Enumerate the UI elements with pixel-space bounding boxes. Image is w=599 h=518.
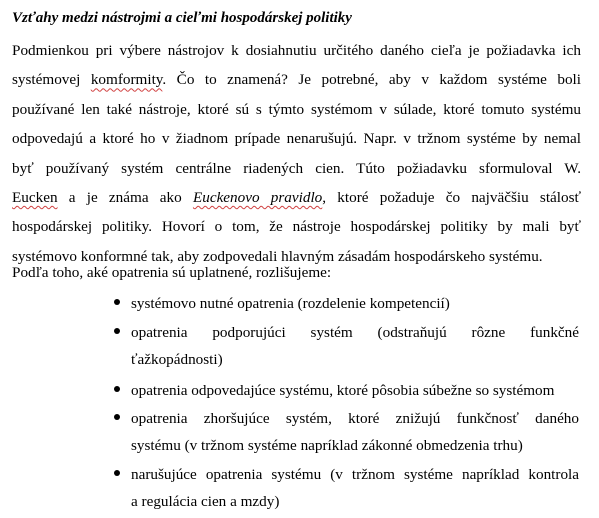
- bullet-icon: [114, 299, 120, 305]
- list-item: [0, 377, 599, 404]
- list-item-line: systémovo nutné opatrenia (rozdelenie kompetencií): [131, 295, 450, 312]
- list-item: [0, 290, 599, 317]
- italic-term[interactable]: Euckenovo pravidlo: [192, 188, 323, 206]
- bullet-icon: [114, 386, 120, 392]
- section-heading: Vzťahy medzi nástrojmi a cieľmi hospodárskej politiky: [12, 10, 352, 26]
- paragraph-line: používané len také nástroje, ktoré sú s týmto systémom v súlade, ktoré tomuto systému: [12, 100, 581, 118]
- text-run: , ktoré požaduje čo najväčšiu stálosť: [322, 188, 581, 206]
- list-item: [0, 405, 599, 459]
- list-item-text: [131, 290, 579, 317]
- list-intro: Podľa toho, aké opatrenia sú uplatnené, rozlišujeme:: [12, 264, 332, 281]
- list-item-line: systému (v tržnom systéme napríklad zákonné obmedzenia trhu): [131, 437, 523, 454]
- text-run: a je známa ako: [57, 188, 193, 206]
- paragraph-line: Podmienkou pri výbere nástrojov k dosiahnutiu určitého daného cieľa je požiadavka ich: [12, 42, 581, 59]
- list-item-line: narušujúce opatrenia systému (v tržnom systéme napríklad kontrola: [131, 466, 579, 483]
- paragraph-line: [12, 183, 581, 212]
- paragraph-line: systémovo konformné tak, aby zodpovedali hlavným zásadám hospodárskeho systému.: [12, 247, 543, 265]
- text-run: systémovej: [12, 71, 91, 89]
- bullet-icon: [114, 328, 120, 334]
- list-item-line: ťažkopádnosti): [131, 351, 223, 368]
- list-item: [0, 319, 599, 375]
- paragraph-line: odpovedajú a ktoré ho v žiadnom prípade nenarušujú. Napr. v tržnom systéme by nemal: [12, 130, 581, 148]
- misspelled-word[interactable]: Eucken: [12, 188, 58, 206]
- list-item-line: opatrenia zhoršujúce systém, ktoré znižujú funkčnosť daného: [131, 410, 579, 427]
- bullet-icon: [114, 470, 120, 476]
- list-item-text: [131, 319, 579, 373]
- paragraph-line: byť používaný systém centrálne riadených cien. Túto požiadavku sformuloval W.: [12, 159, 581, 177]
- text-run: . Čo to znamená? Je potrebné, aby v každom systéme boli: [162, 71, 581, 89]
- paragraph-body: [12, 36, 581, 271]
- list-item-line: a regulácia cien a mzdy): [131, 493, 280, 510]
- list-item-line: opatrenia odpovedajúce systému, ktoré pôsobia súbežne so systémom: [131, 382, 555, 399]
- list-item-text: [131, 405, 579, 459]
- misspelled-word[interactable]: komformity: [90, 71, 163, 89]
- bullet-icon: [114, 414, 120, 420]
- list-item-line: opatrenia podporujúci systém (odstraňujú rôzne funkčné: [131, 324, 579, 341]
- list-item-text: [131, 377, 579, 404]
- paragraph-line: hospodárskej politiky. Hovorí o tom, že nástroje hospodárskej politiky by mali byť: [12, 218, 581, 236]
- list-item-text: [131, 461, 579, 515]
- bullet-list: [0, 290, 599, 515]
- paragraph-line: [12, 65, 581, 94]
- list-item: [0, 461, 599, 515]
